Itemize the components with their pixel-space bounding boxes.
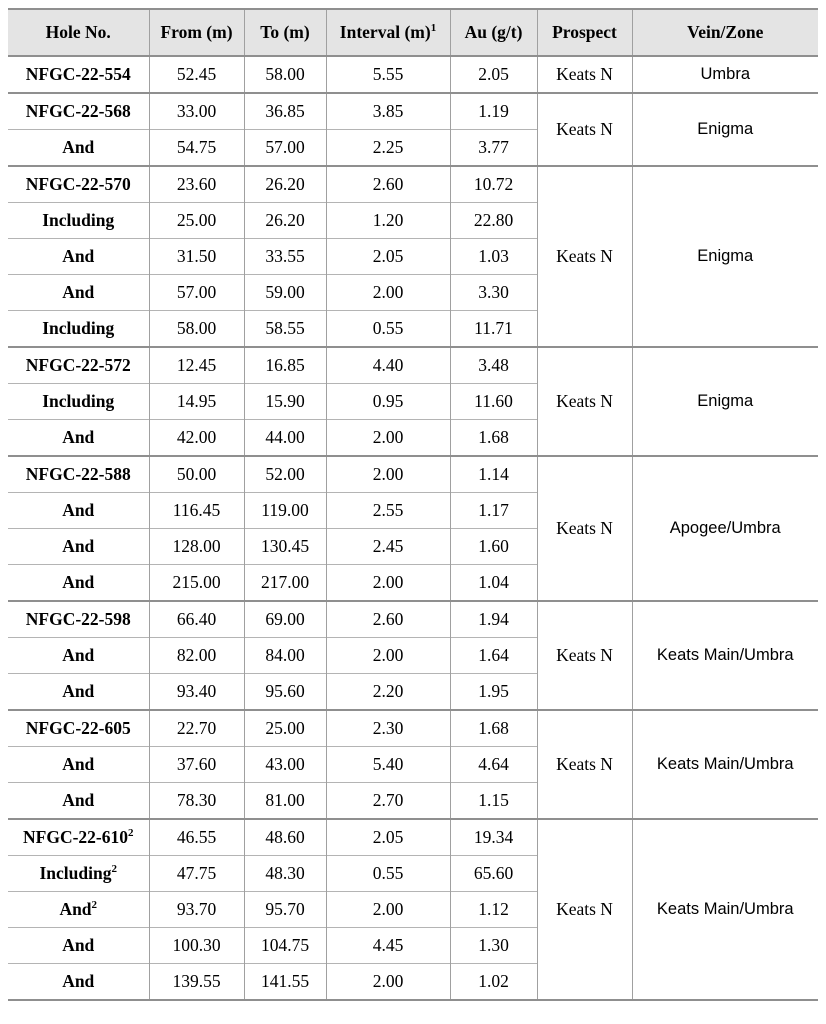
prospect-cell: Keats N [537, 456, 632, 601]
interval-cell: 2.00 [326, 456, 450, 493]
hole-no-cell: And$^2$ [8, 892, 149, 928]
au-cell: 1.14 [450, 456, 537, 493]
au-cell: 2.05 [450, 56, 537, 93]
hole-no-cell: Including$^2$ [8, 856, 149, 892]
from-cell: 22.70 [149, 710, 244, 747]
footnote-marker: 1 [430, 22, 437, 35]
table-row [8, 710, 818, 747]
table-row [8, 601, 818, 638]
interval-cell: 2.30 [326, 710, 450, 747]
table-row [8, 819, 818, 856]
to-cell: 48.60 [244, 819, 326, 856]
from-cell: 58.00 [149, 311, 244, 348]
header-from: From (m) [149, 9, 244, 56]
au-cell: 11.71 [450, 311, 537, 348]
header-hole-no: Hole No. [8, 9, 149, 56]
au-cell: 1.60 [450, 529, 537, 565]
to-cell: 217.00 [244, 565, 326, 602]
to-cell: 57.00 [244, 130, 326, 167]
from-cell: 82.00 [149, 638, 244, 674]
hole-no-cell: NFGC-22-605 [8, 710, 149, 747]
from-cell: 54.75 [149, 130, 244, 167]
to-cell: 141.55 [244, 964, 326, 1001]
prospect-cell: Keats N [537, 601, 632, 710]
hole-no-cell: And [8, 964, 149, 1001]
table-row [8, 166, 818, 203]
to-cell: 26.20 [244, 166, 326, 203]
hole-no-cell: NFGC-$22-610^2$ [8, 819, 149, 856]
to-cell: 33.55 [244, 239, 326, 275]
from-cell: 47.75 [149, 856, 244, 892]
from-cell: 100.30 [149, 928, 244, 964]
interval-cell: 1.20 [326, 203, 450, 239]
hole-no-cell: And [8, 239, 149, 275]
to-cell: 84.00 [244, 638, 326, 674]
from-cell: 57.00 [149, 275, 244, 311]
from-cell: 31.50 [149, 239, 244, 275]
interval-cell: 2.05 [326, 819, 450, 856]
au-cell: 1.04 [450, 565, 537, 602]
from-cell: 23.60 [149, 166, 244, 203]
prospect-cell: Keats N [537, 710, 632, 819]
vein-zone-cell: Keats Main/Umbra [632, 601, 818, 710]
hole-no-cell: And [8, 747, 149, 783]
prospect-cell: Keats N [537, 56, 632, 93]
to-cell: 36.85 [244, 93, 326, 130]
to-cell: 95.70 [244, 892, 326, 928]
drill-results-table [8, 8, 818, 1001]
hole-no-cell: And [8, 130, 149, 167]
vein-zone-cell: Umbra [632, 56, 818, 93]
au-cell: 11.60 [450, 384, 537, 420]
hole-no-cell: And [8, 783, 149, 820]
interval-cell: 2.60 [326, 601, 450, 638]
au-cell: 1.64 [450, 638, 537, 674]
from-cell: 42.00 [149, 420, 244, 457]
vein-zone-cell: Apogee/Umbra [632, 456, 818, 601]
interval-cell: 2.70 [326, 783, 450, 820]
to-cell: 119.00 [244, 493, 326, 529]
vein-zone-cell: Keats Main/Umbra [632, 710, 818, 819]
interval-cell: 2.55 [326, 493, 450, 529]
au-cell: 3.30 [450, 275, 537, 311]
table-row [8, 56, 818, 93]
hole-no-cell: And [8, 674, 149, 711]
from-cell: 46.55 [149, 819, 244, 856]
interval-cell: 2.00 [326, 420, 450, 457]
au-cell: 3.48 [450, 347, 537, 384]
vein-zone-cell: Keats Main/Umbra [632, 819, 818, 1000]
au-cell: 1.68 [450, 710, 537, 747]
to-cell: 69.00 [244, 601, 326, 638]
au-cell: 1.30 [450, 928, 537, 964]
table-row [8, 456, 818, 493]
hole-no-cell: NFGC-22-568 [8, 93, 149, 130]
table-body [8, 56, 818, 1000]
interval-cell: 4.40 [326, 347, 450, 384]
hole-no-cell: And [8, 565, 149, 602]
hole-no-cell: Including [8, 311, 149, 348]
header-vein-zone: Vein/Zone [632, 9, 818, 56]
au-cell: 19.34 [450, 819, 537, 856]
from-cell: 215.00 [149, 565, 244, 602]
from-cell: 52.45 [149, 56, 244, 93]
hole-no-cell: Including [8, 384, 149, 420]
from-cell: 37.60 [149, 747, 244, 783]
from-cell: 14.95 [149, 384, 244, 420]
interval-cell: 2.00 [326, 638, 450, 674]
interval-cell: 5.40 [326, 747, 450, 783]
au-cell: 1.95 [450, 674, 537, 711]
from-cell: 128.00 [149, 529, 244, 565]
to-cell: 58.55 [244, 311, 326, 348]
header-interval: Interval $(m)^1$ [326, 9, 450, 56]
to-cell: 59.00 [244, 275, 326, 311]
from-cell: 139.55 [149, 964, 244, 1001]
to-cell: 26.20 [244, 203, 326, 239]
header-to: To (m) [244, 9, 326, 56]
interval-cell: 2.00 [326, 964, 450, 1001]
interval-cell: 4.45 [326, 928, 450, 964]
au-cell: 1.02 [450, 964, 537, 1001]
au-cell: 1.94 [450, 601, 537, 638]
interval-cell: 5.55 [326, 56, 450, 93]
to-cell: 43.00 [244, 747, 326, 783]
from-cell: 12.45 [149, 347, 244, 384]
prospect-cell: Keats N [537, 166, 632, 347]
from-cell: 66.40 [149, 601, 244, 638]
interval-cell: 0.55 [326, 311, 450, 348]
hole-no-cell: NFGC-22-572 [8, 347, 149, 384]
header-au: Au (g/t) [450, 9, 537, 56]
au-cell: 1.68 [450, 420, 537, 457]
footnote-marker: 2 [91, 899, 98, 912]
table-header [8, 9, 818, 56]
interval-cell: 3.85 [326, 93, 450, 130]
hole-no-cell: NFGC-22-598 [8, 601, 149, 638]
to-cell: 48.30 [244, 856, 326, 892]
from-cell: 25.00 [149, 203, 244, 239]
to-cell: 81.00 [244, 783, 326, 820]
au-cell: 65.60 [450, 856, 537, 892]
prospect-cell: Keats N [537, 347, 632, 456]
au-cell: 4.64 [450, 747, 537, 783]
au-cell: 1.17 [450, 493, 537, 529]
interval-cell: 0.55 [326, 856, 450, 892]
to-cell: 130.45 [244, 529, 326, 565]
to-cell: 16.85 [244, 347, 326, 384]
hole-no-cell: NFGC-22-554 [25, 64, 131, 84]
hole-no-cell: NFGC-22-588 [8, 456, 149, 493]
to-cell: 44.00 [244, 420, 326, 457]
from-cell: 93.70 [149, 892, 244, 928]
to-cell: 58.00 [244, 56, 326, 93]
to-cell: 15.90 [244, 384, 326, 420]
prospect-cell: Keats N [537, 819, 632, 1000]
au-cell: 1.12 [450, 892, 537, 928]
interval-cell: 2.00 [326, 275, 450, 311]
to-cell: 25.00 [244, 710, 326, 747]
hole-no-cell: And [8, 928, 149, 964]
interval-cell: 2.00 [326, 565, 450, 602]
footnote-marker: 2 [127, 827, 134, 840]
interval-cell: 2.05 [326, 239, 450, 275]
au-cell: 1.03 [450, 239, 537, 275]
hole-no-cell: NFGC-22-570 [8, 166, 149, 203]
from-cell: 116.45 [149, 493, 244, 529]
au-cell: 1.15 [450, 783, 537, 820]
interval-cell: 2.00 [326, 892, 450, 928]
au-cell: 3.77 [450, 130, 537, 167]
hole-no-cell: And [8, 420, 149, 457]
table-row [8, 347, 818, 384]
table-row [8, 93, 818, 130]
hole-no-cell: And [8, 529, 149, 565]
vein-zone-cell: Enigma [632, 93, 818, 166]
hole-no-cell: And [8, 275, 149, 311]
au-cell: 22.80 [450, 203, 537, 239]
to-cell: 104.75 [244, 928, 326, 964]
au-cell: 10.72 [450, 166, 537, 203]
interval-cell: 0.95 [326, 384, 450, 420]
hole-no-cell: Including [8, 203, 149, 239]
interval-cell: 2.60 [326, 166, 450, 203]
vein-zone-cell: Enigma [632, 166, 818, 347]
footnote-marker: 2 [111, 863, 117, 876]
interval-cell: 2.45 [326, 529, 450, 565]
from-cell: 78.30 [149, 783, 244, 820]
vein-zone-cell: Enigma [632, 347, 818, 456]
from-cell: 93.40 [149, 674, 244, 711]
hole-no-cell: And [8, 493, 149, 529]
au-cell: 1.19 [450, 93, 537, 130]
prospect-cell: Keats N [537, 93, 632, 166]
hole-no-cell: And [8, 638, 149, 674]
to-cell: 52.00 [244, 456, 326, 493]
from-cell: 50.00 [149, 456, 244, 493]
header-prospect: Prospect [537, 9, 632, 56]
interval-cell: 2.25 [326, 130, 450, 167]
from-cell: 33.00 [149, 93, 244, 130]
interval-cell: 2.20 [326, 674, 450, 711]
header-row [8, 9, 818, 56]
to-cell: 95.60 [244, 674, 326, 711]
